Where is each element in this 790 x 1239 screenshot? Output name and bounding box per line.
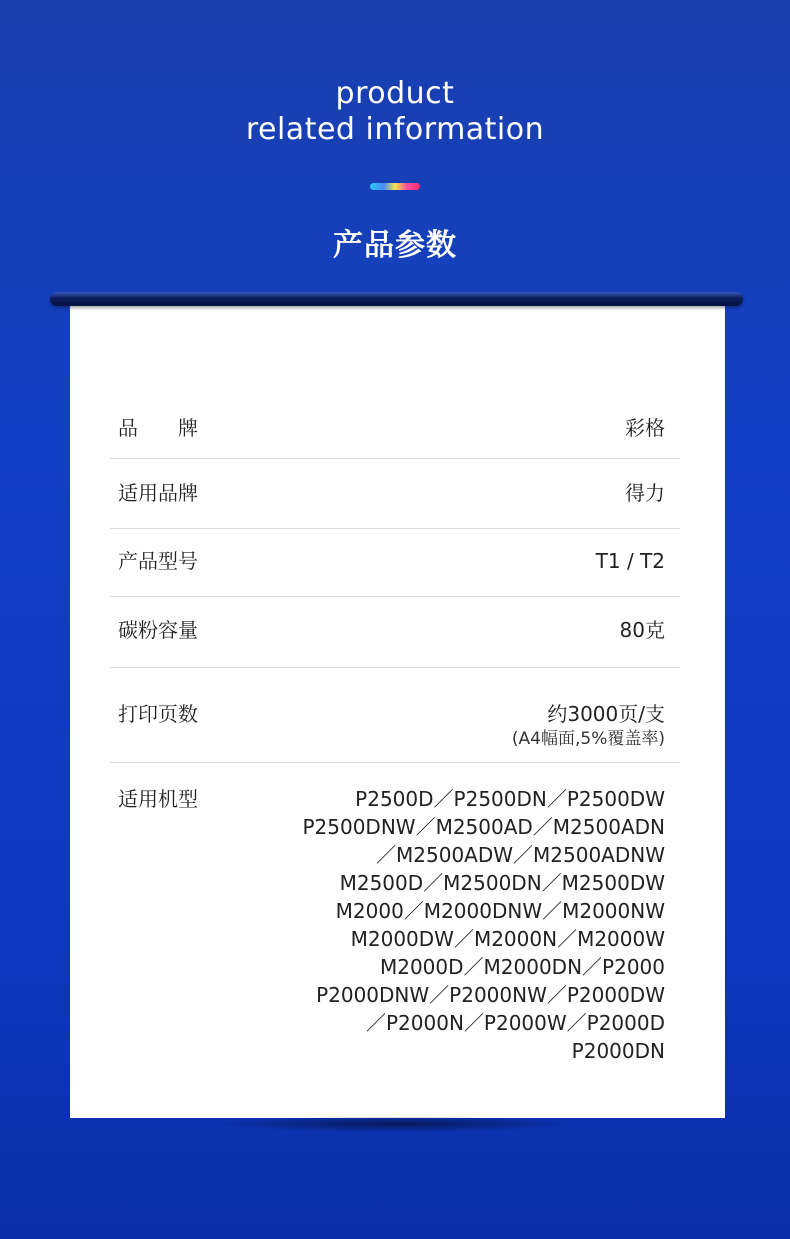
model-line: M2000DW／M2000N／M2000W [350,927,665,951]
heading-chinese: 产品参数 [333,228,457,263]
spec-value-page-yield [512,700,665,750]
spec-label-model: 产品型号 [118,549,198,573]
heading-english [0,76,790,148]
spec-value-compatible-models [245,785,665,1065]
heading-english-line1: product [335,76,455,111]
spec-label-toner-capacity: 碳粉容量 [118,618,198,642]
paper-shadow [215,1116,575,1132]
spec-row-brand [110,398,680,459]
model-line: ／P2000N／P2000W／P2000D [365,1011,665,1035]
model-line: M2000D／M2000DN／P2000 [379,955,665,979]
model-line: ／M2500ADW／M2500ADNW [376,843,665,867]
model-line: P2000DN [571,1039,665,1063]
scroll-roller [50,292,743,306]
rainbow-accent-bar [370,183,420,190]
heading-english-line2: related information [245,112,545,147]
spec-row-model [110,529,680,597]
spec-value-compatible-brand: 得力 [625,481,665,505]
model-line: M2500D／M2500DN／M2500DW [339,871,665,895]
spec-label-compatible-models: 适用机型 [118,787,198,811]
spec-row-compatible-brand [110,459,680,529]
model-line: M2000／M2000DNW／M2000NW [335,899,665,923]
spec-label-brand: 品 牌 [118,416,198,440]
spec-row-toner-capacity [110,597,680,668]
spec-value-brand: 彩格 [625,416,665,440]
model-line: P2500D／P2500DN／P2500DW [355,787,665,811]
model-line: P2000DNW／P2000NW／P2000DW [316,983,665,1007]
spec-value-page-yield-main: 约3000页/支 [547,702,665,726]
spec-row-page-yield [110,668,680,763]
spec-label-page-yield: 打印页数 [118,702,198,726]
spec-label-compatible-brand: 适用品牌 [118,481,198,505]
model-line: P2500DNW／M2500AD／M2500ADN [302,815,665,839]
spec-row-compatible-models [110,763,680,1083]
spec-value-toner-capacity: 80克 [619,618,665,642]
spec-value-model: T1 / T2 [595,549,665,573]
spec-value-page-yield-note: (A4幅面,5%覆盖率) [511,729,665,749]
